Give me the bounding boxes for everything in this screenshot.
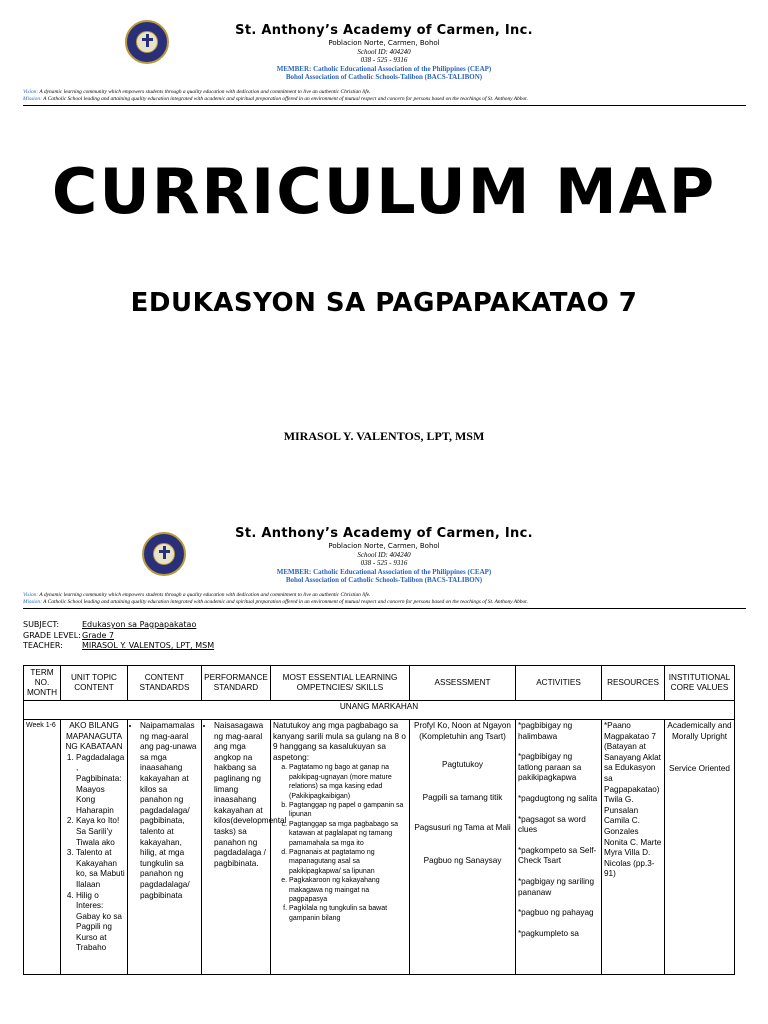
activity-item: *pagkompeto sa Self-Check Tsart	[518, 845, 597, 866]
list-item: c. Pagtanggap sa mga pagbabago sa katawan at paglalapat ng tamang pamamahala sa mga ito	[289, 820, 407, 848]
list-item: 3. Talento at Kakayahan ko, sa Mabuti Ilalaan	[76, 848, 125, 890]
activity-item: *pagbigay ng sariling pananaw	[518, 876, 595, 897]
header-term: TERM NO. MONTH	[24, 666, 61, 701]
performance-standard-text: • Naisasagawa ng mag-aaral ang mga angkop na hakbang sa paglinang ng limang inaasahang kakayahan at kilos(developmental tasks) sa panahon ng pagdadalaga / pagbibinata.	[214, 721, 268, 869]
school-details-2	[0, 542, 768, 585]
header-assessment: ASSESSMENT	[410, 666, 516, 701]
core-value-item: Academically and Morally Upright	[667, 721, 732, 741]
vision-label: Vision:	[23, 89, 39, 95]
header-activities: ACTIVITIES	[516, 666, 602, 701]
assessment-item: Profyl Ko, Noon at Ngayon (Kompletuhin ang Tsart)	[414, 721, 511, 741]
list-item: 1. Pagdadalaga , Pagbibinata: Maayos Kong Haharapin	[76, 753, 125, 817]
vision-text-2: A dynamic learning community which empowers students through a quality education with dedication and commitment to live an authentic Christian life.	[38, 592, 371, 598]
grade-label: GRADE LEVEL:	[23, 630, 81, 640]
cell-melc	[271, 720, 410, 975]
melc-intro: Natutukoy ang mga pagbabago sa kanyang sarili mula sa gulang na 8 o 9 hanggang sa kasalukuyan sa aspetong:	[273, 721, 406, 762]
school-id: School ID: 404240	[357, 47, 411, 56]
header-performance: PERFORMANCE STANDARD	[202, 666, 271, 701]
school-address: Poblacion Norte, Carmen, Bohol	[328, 39, 440, 47]
document-info	[23, 620, 214, 652]
member-bacs-2: Bohol Association of Catholic Schools-Talibon (BACS-TALIBON)	[285, 576, 483, 585]
assessment-item: Pagpili sa tamang titik	[422, 792, 503, 802]
mission-text: A Catholic School leading and attaining quality education integrated with academic and spiritual preparation offered in an environment of mutual respect and concern for persons based on the teachings of St. Anthony Abbot.	[41, 96, 529, 102]
cover-teacher: MIRASOL Y. VALENTOS, LPT, MSM	[283, 429, 485, 443]
unit-title: AKO BILANG MAPANAGUTA NG KABATAAN	[65, 721, 123, 752]
header-resources: RESOURCES	[602, 666, 665, 701]
school-address-2: Poblacion Norte, Carmen, Bohol	[328, 542, 440, 550]
assessment-item: Pagbuo ng Sanaysay	[423, 855, 502, 865]
cell-term: Week 1-6	[24, 720, 61, 975]
vision-label-2: Vision:	[23, 592, 39, 598]
header-divider	[23, 105, 746, 106]
core-value-item: Service Oriented	[669, 764, 730, 774]
vision-line	[23, 89, 370, 95]
member-bacs: Bohol Association of Catholic Schools-Talibon (BACS-TALIBON)	[285, 73, 483, 82]
mission-label: Mission:	[23, 96, 42, 102]
activity-item: *pagkumpleto sa	[518, 928, 579, 938]
list-item: 4. Hilig o Interes: Gabay ko sa Pagpili ng Kurso at Trabaho	[76, 891, 125, 955]
cell-resources: *Paano Magpakatao 7 (Batayan at Sanayang Aklat sa Edukasyon sa Pagpapakatao) Twila G. Punsalan Camila C. Gonzales Nonita C. Marte Myra Villa D. Nicolas (pp.3-91)	[602, 720, 665, 975]
document-title: CURRICULUM MAP	[51, 155, 717, 228]
activity-item: *pagdugtong ng salita	[518, 793, 598, 803]
melc-list	[273, 763, 407, 923]
teacher-value: MIRASOL Y. VALENTOS, LPT, MSM	[82, 641, 215, 650]
mission-text-2: A Catholic School leading and attaining quality education integrated with academic and spiritual preparation offered in an environment of mutual respect and concern for persons based on the teachings of St. Anthony Abbot.	[41, 599, 529, 605]
assessment-item: Pagtutukoy	[442, 760, 483, 770]
vision-line-2	[23, 592, 370, 598]
cell-content-standard	[128, 720, 202, 975]
cell-unit	[61, 720, 128, 975]
header-content: CONTENT STANDARDS	[128, 666, 202, 701]
mission-line-2	[23, 599, 528, 605]
list-item: a. Pagtatamo ng bago at ganap na pakikipag-ugnayan (more mature relations) sa mga kasing edad (Pakikipagkaibigan)	[289, 763, 407, 801]
cell-assessment	[410, 720, 516, 975]
member-ceap-2: MEMBER: Catholic Educational Association of the Philippines (CEAP)	[276, 567, 492, 576]
subject-label: SUBJECT:	[23, 620, 60, 629]
assessment-item: Pagsusuri ng Tama at Mali	[414, 823, 511, 833]
school-id-2: School ID: 404240	[357, 550, 411, 559]
activity-item: *pagsagot sa word clues	[518, 814, 586, 835]
quarter-row	[24, 701, 735, 720]
cell-core-values	[665, 720, 735, 975]
list-item: d. Pagnanais at pagtatamo ng mapanagutang asal sa pakikipagkapwa/ sa lipunan	[289, 848, 407, 876]
list-item: b. Pagtanggap ng papel o gampanin sa lipunan	[289, 801, 407, 820]
header-values: INSTITUTIONAL CORE VALUES	[665, 666, 735, 701]
document-subtitle: EDUKASYON SA PAGPAPAKATAO 7	[130, 288, 638, 318]
header-divider-2	[23, 608, 746, 609]
teacher-label: TEACHER:	[23, 641, 63, 650]
school-name-2: St. Anthony’s Academy of Carmen, Inc.	[235, 526, 533, 541]
table-row	[24, 720, 735, 975]
list-item: f. Pagkilala ng tungkulin sa bawat gampanin bilang	[289, 904, 407, 923]
list-item: e. Pagkakaroon ng kakayahang makagawa ng maingat na pagpapasya	[289, 876, 407, 904]
school-phone: 038 - 525 - 9316	[360, 56, 408, 65]
curriculum-table	[23, 665, 735, 975]
mission-line	[23, 96, 528, 102]
cell-performance-standard	[202, 720, 287, 975]
content-standard-text: • Naipamamalas ng mag-aaral ang pag-unawa sa mga inaasahang kakayahan at kilos sa panahon ng pagdadalaga/ pagbibinata, talento at kakayahan, hilig, at mga tungkulin sa panahon ng pagdadalaga/ pagbibinata	[140, 721, 199, 901]
table-header-row	[24, 666, 735, 701]
mission-label-2: Mission:	[23, 599, 42, 605]
grade-value: Grade 7	[82, 630, 115, 640]
activity-item: *pagbibigay ng halimbawa	[518, 721, 573, 741]
school-phone-2: 038 - 525 - 9316	[360, 559, 408, 568]
header-melc: MOST ESSENTIAL LEARNING OMPETNCIES/ SKILLS	[271, 666, 410, 701]
list-item: 2. Kaya ko Ito! Sa Sarili’y Tiwala ako	[76, 816, 125, 848]
subject-value: Edukasyon sa Pagpapakatao	[82, 620, 197, 629]
school-details	[0, 39, 768, 82]
vision-text: A dynamic learning community which empowers students through a quality education with dedication and commitment to live an authentic Christian life.	[38, 89, 371, 95]
cell-activities	[516, 720, 602, 975]
quarter-label: UNANG MARKAHAN	[24, 701, 735, 720]
header-unit: UNIT TOPIC CONTENT	[61, 666, 128, 701]
activity-item: *pagbibigay ng tatlong paraan sa pakikipagkapwa	[518, 752, 582, 783]
unit-list	[63, 753, 125, 954]
school-name: St. Anthony’s Academy of Carmen, Inc.	[235, 23, 533, 38]
activity-item: *pagbuo ng pahayag	[518, 908, 594, 918]
member-ceap: MEMBER: Catholic Educational Association of the Philippines (CEAP)	[276, 64, 492, 73]
